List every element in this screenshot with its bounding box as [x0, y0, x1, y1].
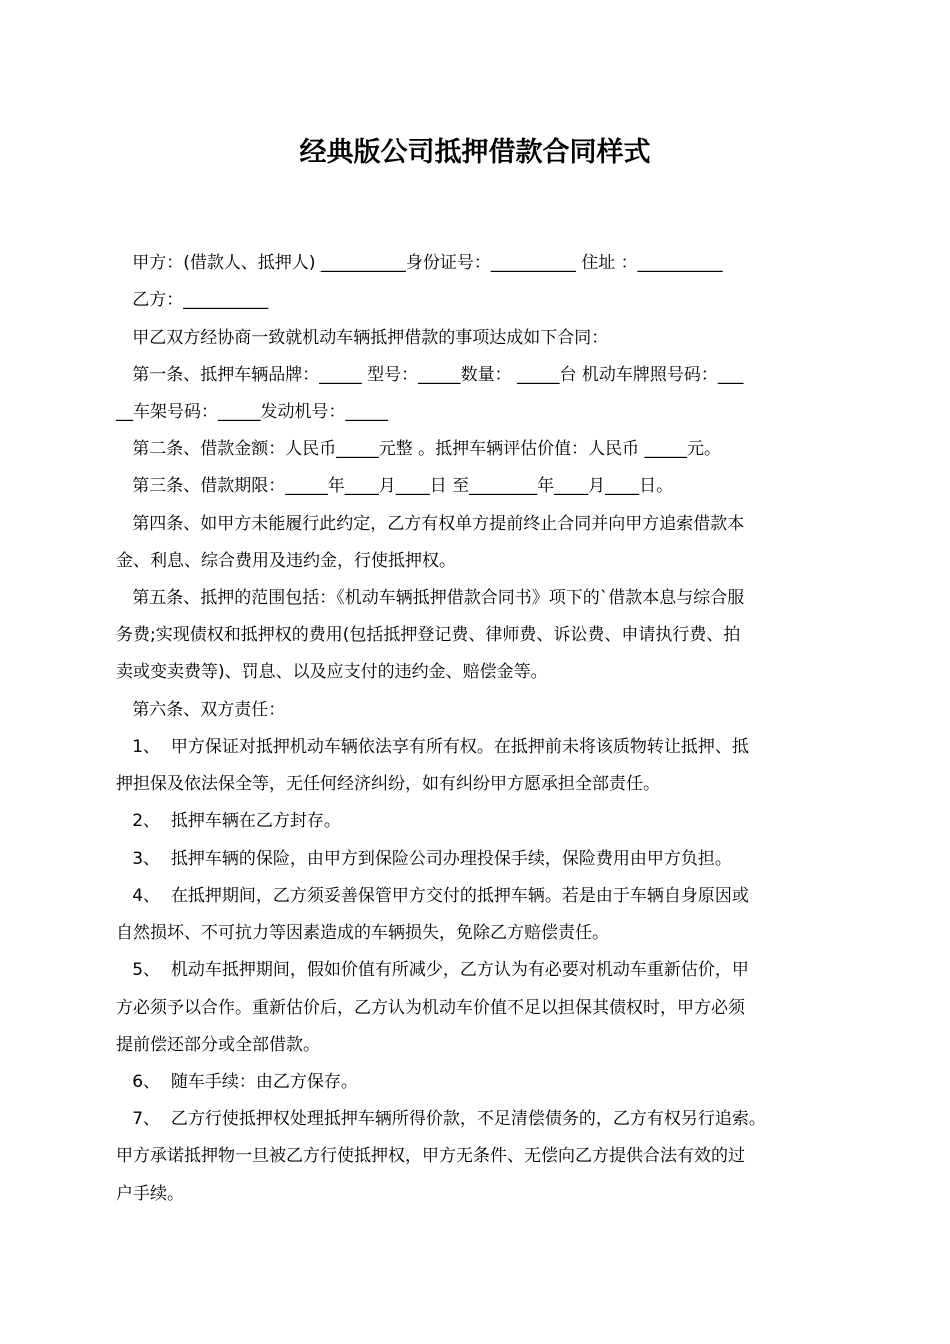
article-4-line-2: 金、利息、综合费用及违约金，行使抵押权。	[116, 551, 456, 571]
article-5-line-3: 卖或变卖费等)、罚息、以及应支付的违约金、赔偿金等。	[116, 662, 548, 682]
clause-3: 3、 抵押车辆的保险，由甲方到保险公司办理投保手续，保险费用由甲方负担。	[116, 849, 732, 869]
clause-4-line-1: 4、 在抵押期间，乙方须妥善保管甲方交付的抵押车辆。若是由于车辆自身原因或	[116, 886, 749, 906]
clause-7-line-1: 7、 乙方行使抵押权处理抵押车辆所得价款，不足清偿债务的，乙方有权另行追索。	[116, 1109, 766, 1129]
agreement-intro: 甲乙双方经协商一致就机动车辆抵押借款的事项达成如下合同：	[116, 328, 609, 348]
clause-5-line-2: 方必须予以合作。重新估价后，乙方认为机动车价值不足以担保其债权时，甲方必须	[116, 998, 745, 1018]
article-4-line-1: 第四条、如甲方未能履行此约定，乙方有权单方提前终止合同并向甲方追索借款本	[116, 514, 745, 534]
clause-5-line-3: 提前偿还部分或全部借款。	[116, 1035, 320, 1055]
clause-4-line-2: 自然损坏、不可抗力等因素造成的车辆损失，免除乙方赔偿责任。	[116, 923, 609, 943]
party-b-line: 乙方：__________	[116, 290, 269, 310]
article-2: 第二条、借款金额：人民币_____元整 。抵押车辆评估价值：人民币 _____元。	[116, 439, 722, 459]
clause-5-line-1: 5、 机动车抵押期间，假如价值有所减少，乙方认为有必要对机动车重新估价，甲	[116, 960, 749, 980]
party-a-line: 甲方：(借款人、抵押人) __________身份证号：__________ 住址 ：__________	[116, 253, 723, 273]
article-1-line-2: __车架号码：_____发动机号：_____	[116, 402, 388, 422]
clause-7-line-3: 户手续。	[116, 1184, 184, 1204]
clause-1-line-1: 1、 甲方保证对抵押机动车辆依法享有所有权。在抵押前未将该质物转让抵押、抵	[116, 737, 749, 757]
article-1-line-1: 第一条、抵押车辆品牌：_____ 型号：_____数量： _____台 机动车牌照号码：___	[116, 365, 744, 385]
clause-7-line-2: 甲方承诺抵押物一旦被乙方行使抵押权，甲方无条件、无偿向乙方提供合法有效的过	[116, 1146, 745, 1166]
clause-6: 6、 随车手续：由乙方保存。	[116, 1072, 358, 1092]
article-5-line-2: 务费;实现债权和抵押权的费用(包括抵押登记费、律师费、诉讼费、申请执行费、拍	[116, 625, 741, 645]
article-6-heading: 第六条、双方责任：	[116, 700, 286, 720]
clause-1-line-2: 押担保及依法保全等，无任何经济纠纷，如有纠纷甲方愿承担全部责任。	[116, 774, 660, 794]
document-title: 经典版公司抵押借款合同样式	[299, 137, 651, 168]
article-5-line-1: 第五条、抵押的范围包括：《机动车辆抵押借款合同书》项下的`借款本息与综合服	[116, 588, 745, 608]
article-3: 第三条、借款期限：_____年____月____日 至________年____月____日。	[116, 476, 674, 496]
clause-2: 2、 抵押车辆在乙方封存。	[116, 811, 341, 831]
